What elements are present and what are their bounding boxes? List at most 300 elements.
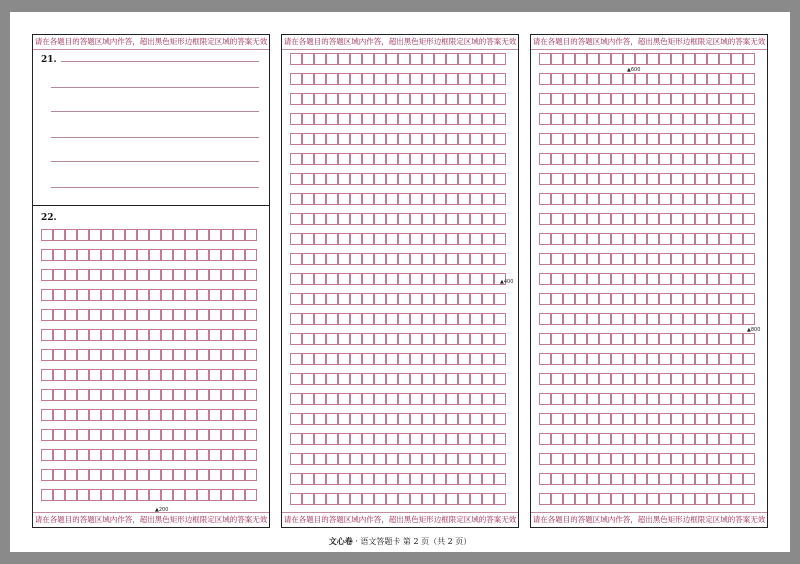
grid-cell[interactable] (482, 53, 494, 65)
grid-cell[interactable] (374, 113, 386, 125)
grid-cell[interactable] (101, 289, 113, 301)
grid-cell[interactable] (647, 353, 659, 365)
grid-cell[interactable] (350, 353, 362, 365)
grid-cell[interactable] (422, 453, 434, 465)
grid-cell[interactable] (410, 473, 422, 485)
grid-cell[interactable] (101, 229, 113, 241)
grid-cell[interactable] (470, 273, 482, 285)
grid-cell[interactable] (338, 153, 350, 165)
grid-cell[interactable] (446, 493, 458, 505)
grid-cell[interactable] (446, 73, 458, 85)
grid-cell[interactable] (683, 173, 695, 185)
grid-cell[interactable] (719, 173, 731, 185)
grid-cell[interactable] (362, 253, 374, 265)
grid-cell[interactable] (707, 73, 719, 85)
grid-cell[interactable] (149, 289, 161, 301)
grid-cell[interactable] (731, 313, 743, 325)
grid-cell[interactable] (386, 233, 398, 245)
grid-cell[interactable] (398, 313, 410, 325)
grid-cell[interactable] (551, 73, 563, 85)
grid-cell[interactable] (494, 333, 506, 345)
grid-cell[interactable] (41, 329, 53, 341)
grid-cell[interactable] (623, 313, 635, 325)
grid-cell[interactable] (161, 269, 173, 281)
grid-cell[interactable] (446, 453, 458, 465)
grid-cell[interactable] (302, 73, 314, 85)
grid-cell[interactable] (599, 253, 611, 265)
grid-cell[interactable] (623, 93, 635, 105)
grid-cell[interactable] (185, 449, 197, 461)
grid-cell[interactable] (302, 373, 314, 385)
grid-cell[interactable] (458, 413, 470, 425)
grid-cell[interactable] (161, 449, 173, 461)
grid-cell[interactable] (707, 473, 719, 485)
grid-cell[interactable] (683, 273, 695, 285)
grid-cell[interactable] (350, 473, 362, 485)
grid-cell[interactable] (197, 349, 209, 361)
grid-cell[interactable] (89, 449, 101, 461)
grid-cell[interactable] (659, 333, 671, 345)
grid-cell[interactable] (41, 249, 53, 261)
grid-cell[interactable] (434, 253, 446, 265)
grid-cell[interactable] (743, 293, 755, 305)
grid-cell[interactable] (434, 213, 446, 225)
grid-cell[interactable] (65, 429, 77, 441)
grid-cell[interactable] (326, 53, 338, 65)
grid-cell[interactable] (563, 333, 575, 345)
grid-cell[interactable] (539, 353, 551, 365)
grid-cell[interactable] (89, 489, 101, 501)
grid-cell[interactable] (89, 289, 101, 301)
grid-cell[interactable] (350, 333, 362, 345)
grid-cell[interactable] (89, 409, 101, 421)
grid-cell[interactable] (587, 93, 599, 105)
grid-cell[interactable] (350, 93, 362, 105)
grid-cell[interactable] (551, 213, 563, 225)
grid-cell[interactable] (623, 173, 635, 185)
grid-cell[interactable] (743, 53, 755, 65)
grid-cell[interactable] (551, 53, 563, 65)
grid-cell[interactable] (458, 233, 470, 245)
grid-cell[interactable] (599, 173, 611, 185)
grid-cell[interactable] (338, 133, 350, 145)
grid-cell[interactable] (647, 313, 659, 325)
grid-cell[interactable] (563, 393, 575, 405)
grid-cell[interactable] (731, 93, 743, 105)
grid-cell[interactable] (683, 313, 695, 325)
grid-cell[interactable] (671, 353, 683, 365)
grid-cell[interactable] (221, 309, 233, 321)
grid-cell[interactable] (587, 173, 599, 185)
grid-cell[interactable] (587, 313, 599, 325)
grid-cell[interactable] (221, 229, 233, 241)
grid-cell[interactable] (731, 393, 743, 405)
grid-cell[interactable] (302, 253, 314, 265)
grid-cell[interactable] (374, 153, 386, 165)
grid-cell[interactable] (539, 193, 551, 205)
grid-cell[interactable] (539, 253, 551, 265)
grid-cell[interactable] (89, 389, 101, 401)
grid-cell[interactable] (719, 433, 731, 445)
grid-cell[interactable] (611, 233, 623, 245)
grid-cell[interactable] (185, 289, 197, 301)
grid-cell[interactable] (683, 333, 695, 345)
grid-cell[interactable] (707, 413, 719, 425)
grid-cell[interactable] (470, 433, 482, 445)
grid-cell[interactable] (458, 293, 470, 305)
grid-cell[interactable] (326, 433, 338, 445)
grid-cell[interactable] (161, 329, 173, 341)
grid-cell[interactable] (575, 253, 587, 265)
grid-cell[interactable] (101, 469, 113, 481)
grid-cell[interactable] (314, 373, 326, 385)
grid-cell[interactable] (290, 393, 302, 405)
grid-cell[interactable] (539, 213, 551, 225)
grid-cell[interactable] (743, 213, 755, 225)
grid-cell[interactable] (53, 249, 65, 261)
grid-cell[interactable] (386, 93, 398, 105)
grid-cell[interactable] (743, 373, 755, 385)
grid-cell[interactable] (623, 413, 635, 425)
grid-cell[interactable] (338, 193, 350, 205)
grid-cell[interactable] (245, 429, 257, 441)
grid-cell[interactable] (719, 153, 731, 165)
grid-cell[interactable] (350, 393, 362, 405)
grid-cell[interactable] (719, 313, 731, 325)
grid-cell[interactable] (302, 113, 314, 125)
grid-cell[interactable] (89, 229, 101, 241)
grid-cell[interactable] (350, 73, 362, 85)
grid-cell[interactable] (434, 313, 446, 325)
grid-cell[interactable] (338, 313, 350, 325)
grid-cell[interactable] (125, 289, 137, 301)
grid-cell[interactable] (434, 53, 446, 65)
grid-cell[interactable] (41, 229, 53, 241)
grid-cell[interactable] (563, 253, 575, 265)
grid-cell[interactable] (563, 433, 575, 445)
grid-cell[interactable] (623, 233, 635, 245)
grid-cell[interactable] (398, 253, 410, 265)
grid-cell[interactable] (683, 453, 695, 465)
grid-cell[interactable] (101, 369, 113, 381)
grid-cell[interactable] (743, 493, 755, 505)
grid-cell[interactable] (743, 253, 755, 265)
grid-cell[interactable] (647, 433, 659, 445)
grid-cell[interactable] (161, 309, 173, 321)
grid-cell[interactable] (551, 193, 563, 205)
grid-cell[interactable] (743, 273, 755, 285)
grid-cell[interactable] (707, 433, 719, 445)
grid-cell[interactable] (611, 453, 623, 465)
grid-cell[interactable] (233, 309, 245, 321)
grid-cell[interactable] (398, 333, 410, 345)
grid-cell[interactable] (245, 329, 257, 341)
grid-cell[interactable] (221, 329, 233, 341)
grid-cell[interactable] (707, 493, 719, 505)
grid-cell[interactable] (494, 133, 506, 145)
grid-cell[interactable] (53, 469, 65, 481)
grid-cell[interactable] (599, 373, 611, 385)
grid-cell[interactable] (53, 229, 65, 241)
grid-cell[interactable] (575, 173, 587, 185)
grid-cell[interactable] (659, 453, 671, 465)
grid-cell[interactable] (551, 393, 563, 405)
grid-cell[interactable] (494, 153, 506, 165)
grid-cell[interactable] (494, 393, 506, 405)
grid-cell[interactable] (446, 93, 458, 105)
grid-cell[interactable] (635, 433, 647, 445)
grid-cell[interactable] (446, 253, 458, 265)
grid-cell[interactable] (209, 449, 221, 461)
grid-cell[interactable] (233, 329, 245, 341)
grid-cell[interactable] (410, 233, 422, 245)
grid-cell[interactable] (338, 73, 350, 85)
grid-cell[interactable] (398, 433, 410, 445)
grid-cell[interactable] (695, 233, 707, 245)
grid-cell[interactable] (599, 273, 611, 285)
grid-cell[interactable] (482, 313, 494, 325)
grid-cell[interactable] (458, 153, 470, 165)
grid-cell[interactable] (743, 73, 755, 85)
grid-cell[interactable] (635, 233, 647, 245)
grid-cell[interactable] (149, 429, 161, 441)
grid-cell[interactable] (719, 273, 731, 285)
grid-cell[interactable] (386, 433, 398, 445)
grid-cell[interactable] (101, 349, 113, 361)
grid-cell[interactable] (41, 469, 53, 481)
grid-cell[interactable] (551, 313, 563, 325)
grid-cell[interactable] (470, 73, 482, 85)
grid-cell[interactable] (77, 449, 89, 461)
grid-cell[interactable] (587, 253, 599, 265)
grid-cell[interactable] (563, 413, 575, 425)
grid-cell[interactable] (410, 93, 422, 105)
grid-cell[interactable] (65, 369, 77, 381)
grid-cell[interactable] (410, 373, 422, 385)
grid-cell[interactable] (458, 493, 470, 505)
grid-cell[interactable] (551, 133, 563, 145)
grid-cell[interactable] (563, 293, 575, 305)
grid-cell[interactable] (482, 453, 494, 465)
grid-cell[interactable] (65, 249, 77, 261)
grid-cell[interactable] (326, 113, 338, 125)
grid-cell[interactable] (149, 389, 161, 401)
grid-cell[interactable] (539, 73, 551, 85)
grid-cell[interactable] (707, 313, 719, 325)
grid-cell[interactable] (458, 353, 470, 365)
grid-cell[interactable] (113, 489, 125, 501)
grid-cell[interactable] (386, 453, 398, 465)
grid-cell[interactable] (695, 73, 707, 85)
grid-cell[interactable] (683, 293, 695, 305)
grid-cell[interactable] (101, 409, 113, 421)
grid-cell[interactable] (482, 193, 494, 205)
grid-cell[interactable] (659, 253, 671, 265)
grid-cell[interactable] (422, 373, 434, 385)
grid-cell[interactable] (326, 393, 338, 405)
grid-cell[interactable] (494, 373, 506, 385)
grid-cell[interactable] (683, 233, 695, 245)
grid-cell[interactable] (314, 273, 326, 285)
grid-cell[interactable] (575, 133, 587, 145)
grid-cell[interactable] (695, 273, 707, 285)
grid-cell[interactable] (197, 269, 209, 281)
grid-cell[interactable] (374, 473, 386, 485)
grid-cell[interactable] (89, 429, 101, 441)
grid-cell[interactable] (125, 309, 137, 321)
grid-cell[interactable] (149, 309, 161, 321)
grid-cell[interactable] (647, 213, 659, 225)
grid-cell[interactable] (233, 289, 245, 301)
grid-cell[interactable] (386, 293, 398, 305)
grid-cell[interactable] (671, 113, 683, 125)
grid-cell[interactable] (101, 249, 113, 261)
grid-cell[interactable] (245, 349, 257, 361)
grid-cell[interactable] (683, 213, 695, 225)
grid-cell[interactable] (599, 493, 611, 505)
grid-cell[interactable] (125, 369, 137, 381)
grid-cell[interactable] (125, 349, 137, 361)
grid-cell[interactable] (422, 53, 434, 65)
grid-cell[interactable] (326, 493, 338, 505)
grid-cell[interactable] (470, 493, 482, 505)
grid-cell[interactable] (587, 233, 599, 245)
grid-cell[interactable] (125, 489, 137, 501)
grid-cell[interactable] (683, 433, 695, 445)
grid-cell[interactable] (623, 433, 635, 445)
grid-cell[interactable] (362, 413, 374, 425)
grid-cell[interactable] (326, 233, 338, 245)
grid-cell[interactable] (422, 133, 434, 145)
grid-cell[interactable] (482, 373, 494, 385)
question-21-area[interactable] (33, 49, 269, 206)
grid-cell[interactable] (647, 133, 659, 145)
grid-cell[interactable] (539, 313, 551, 325)
grid-cell[interactable] (374, 353, 386, 365)
grid-cell[interactable] (185, 409, 197, 421)
grid-cell[interactable] (326, 293, 338, 305)
grid-cell[interactable] (173, 369, 185, 381)
grid-cell[interactable] (338, 253, 350, 265)
grid-cell[interactable] (671, 133, 683, 145)
grid-cell[interactable] (374, 333, 386, 345)
grid-cell[interactable] (551, 113, 563, 125)
grid-cell[interactable] (314, 53, 326, 65)
grid-cell[interactable] (647, 253, 659, 265)
grid-cell[interactable] (89, 349, 101, 361)
grid-cell[interactable] (398, 393, 410, 405)
grid-cell[interactable] (611, 253, 623, 265)
grid-cell[interactable] (470, 333, 482, 345)
grid-cell[interactable] (635, 373, 647, 385)
grid-cell[interactable] (410, 493, 422, 505)
grid-cell[interactable] (350, 173, 362, 185)
grid-cell[interactable] (695, 433, 707, 445)
grid-cell[interactable] (494, 213, 506, 225)
grid-cell[interactable] (659, 273, 671, 285)
grid-cell[interactable] (599, 133, 611, 145)
grid-cell[interactable] (446, 53, 458, 65)
grid-cell[interactable] (374, 193, 386, 205)
grid-cell[interactable] (233, 249, 245, 261)
grid-cell[interactable] (350, 253, 362, 265)
grid-cell[interactable] (575, 193, 587, 205)
grid-cell[interactable] (494, 193, 506, 205)
grid-cell[interactable] (695, 353, 707, 365)
grid-cell[interactable] (338, 413, 350, 425)
grid-cell[interactable] (302, 193, 314, 205)
grid-cell[interactable] (695, 413, 707, 425)
grid-cell[interactable] (350, 453, 362, 465)
grid-cell[interactable] (326, 193, 338, 205)
grid-cell[interactable] (173, 229, 185, 241)
grid-cell[interactable] (494, 73, 506, 85)
grid-cell[interactable] (173, 409, 185, 421)
grid-cell[interactable] (338, 233, 350, 245)
grid-cell[interactable] (623, 473, 635, 485)
grid-cell[interactable] (446, 393, 458, 405)
grid-cell[interactable] (374, 273, 386, 285)
grid-cell[interactable] (374, 173, 386, 185)
grid-cell[interactable] (374, 233, 386, 245)
grid-cell[interactable] (743, 433, 755, 445)
grid-cell[interactable] (611, 313, 623, 325)
grid-cell[interactable] (137, 429, 149, 441)
grid-cell[interactable] (386, 273, 398, 285)
grid-cell[interactable] (563, 193, 575, 205)
grid-cell[interactable] (125, 409, 137, 421)
grid-cell[interactable] (671, 333, 683, 345)
grid-cell[interactable] (659, 133, 671, 145)
grid-cell[interactable] (623, 153, 635, 165)
grid-cell[interactable] (671, 273, 683, 285)
grid-cell[interactable] (53, 409, 65, 421)
grid-cell[interactable] (671, 213, 683, 225)
grid-cell[interactable] (482, 73, 494, 85)
grid-cell[interactable] (470, 53, 482, 65)
grid-cell[interactable] (374, 93, 386, 105)
grid-cell[interactable] (89, 329, 101, 341)
grid-cell[interactable] (671, 453, 683, 465)
grid-cell[interactable] (422, 353, 434, 365)
grid-cell[interactable] (683, 53, 695, 65)
grid-cell[interactable] (695, 53, 707, 65)
grid-cell[interactable] (731, 233, 743, 245)
grid-cell[interactable] (290, 193, 302, 205)
grid-cell[interactable] (209, 409, 221, 421)
grid-cell[interactable] (494, 313, 506, 325)
grid-cell[interactable] (470, 313, 482, 325)
grid-cell[interactable] (161, 369, 173, 381)
grid-cell[interactable] (659, 313, 671, 325)
grid-cell[interactable] (683, 473, 695, 485)
grid-cell[interactable] (350, 373, 362, 385)
grid-cell[interactable] (743, 333, 755, 345)
grid-cell[interactable] (551, 353, 563, 365)
grid-cell[interactable] (290, 413, 302, 425)
grid-cell[interactable] (671, 393, 683, 405)
grid-cell[interactable] (470, 113, 482, 125)
grid-cell[interactable] (314, 113, 326, 125)
grid-cell[interactable] (659, 493, 671, 505)
grid-cell[interactable] (599, 413, 611, 425)
grid-cell[interactable] (350, 213, 362, 225)
grid-cell[interactable] (458, 333, 470, 345)
grid-cell[interactable] (587, 353, 599, 365)
grid-cell[interactable] (482, 353, 494, 365)
grid-cell[interactable] (338, 173, 350, 185)
grid-cell[interactable] (446, 413, 458, 425)
